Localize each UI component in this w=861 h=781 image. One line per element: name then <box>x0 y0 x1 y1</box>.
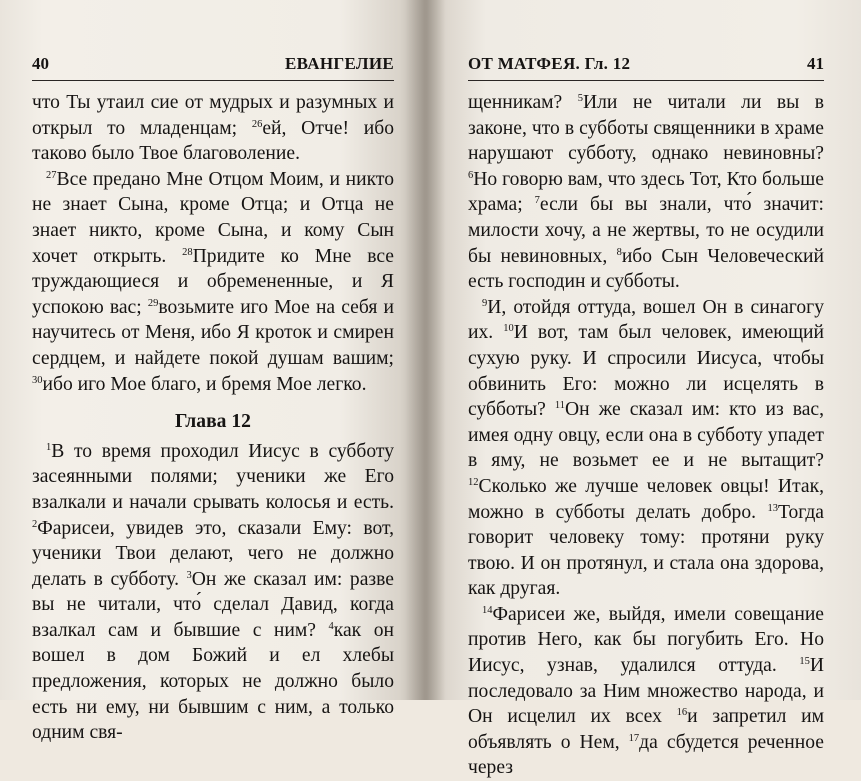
paragraph <box>468 602 824 781</box>
verse-text: ей, Отче! ибо таково было Твое благоволение. <box>32 117 394 165</box>
left-page-text <box>32 90 394 746</box>
verse-number: 9 <box>482 297 488 309</box>
verse-number: 8 <box>616 246 622 258</box>
verse-number: 2 <box>32 518 38 530</box>
chapter-title: Глава 12 <box>175 411 251 433</box>
verse-number: 7 <box>534 195 540 207</box>
right-page-number: 41 <box>807 54 824 73</box>
verse-number: 15 <box>799 656 810 668</box>
verse-text: В то время проходил Иисус в субботу засеянными полями; ученики же Его взалкали и начали срывать колосья и есть. <box>32 440 394 513</box>
left-page-number: 40 <box>32 54 49 73</box>
verse-number: 30 <box>32 374 43 386</box>
verse-text: Или не читали ли вы в законе, что в субботы священники в храме нарушают субботу, однако невиновны? <box>468 92 825 165</box>
verse-text: Сколько же лучше человек овцы! Итак, можно в субботы делать добро. <box>468 475 824 523</box>
verse-number: 3 <box>186 569 192 581</box>
verse-text: щенникам? <box>468 92 578 113</box>
verse-text: Фарисеи же, выйдя, имели совещание против Него, как бы погубить Его. Но Иисус, узнав, удалился оттуда. <box>468 603 824 677</box>
verse-number: 14 <box>482 604 493 616</box>
verse-text: Он же сказал им: кто из вас, имея одну овцу, если она в субботу упадет в яму, не возьмет ее и не вытащит? <box>468 399 824 472</box>
verse-number: 29 <box>147 297 159 309</box>
verse-text: И последовало за Ним множество народа, и Он исцелил их всех <box>468 655 824 728</box>
verse-text: Фарисеи, увидев это, сказали Ему: вот, ученики Твои делают, чего не должно делать в субботу. <box>32 517 394 590</box>
verse-text: И вот, там был человек, имеющий сухую руку. И спросили Иисуса, чтобы обвинить Его: можно ли исцелять в субботы? <box>468 322 824 421</box>
verse-text: Все предано Мне Отцом Моим, и никто не знает Сына, кроме Отца; и Отца не знает никто, кроме Сына, и кому Сын хочет открыть. <box>32 168 394 267</box>
verse-number: 26 <box>251 118 263 130</box>
verse-text: возьмите иго Мое на себя и научитесь от Меня, ибо Я кроток и смирен сердцем, и найдете покой душам вашим; <box>32 296 394 369</box>
right-page-header <box>468 52 824 81</box>
left-page <box>0 0 425 744</box>
verse-text: как он вошел в дом Божий и ел хлебы предложения, которых не должно было есть ни ему, ни бывшим с ним, а только одним свя- <box>32 619 394 744</box>
right-page-text <box>468 90 824 781</box>
verse-number: 27 <box>46 169 57 181</box>
verse-number: 4 <box>328 620 334 632</box>
verse-text: ибо Сын Человеческий есть господин и субботы. <box>468 245 824 293</box>
verse-number: 10 <box>503 323 514 335</box>
verse-text: если бы вы знали, что́ значит: милости хочу, а не жертвы, то не осудили бы невиновных, <box>468 194 824 267</box>
verse-number: 17 <box>628 732 640 744</box>
verse-text: ибо иго Мое благо, и бремя Мое легко. <box>42 373 367 395</box>
right-running-head: ОТ МАТФЕЯ. Гл. 12 <box>468 54 631 73</box>
verse-number: 28 <box>182 246 193 258</box>
verse-text: Придите ко Мне все труждающиеся и обремененные, и Я успокою вас; <box>32 245 394 318</box>
verse-text: Тогда говорит человеку тому: протяни руку твою. И он протянул, и стала она здорова, как другая. <box>468 501 824 600</box>
verse-text: что Ты утаил сие от мудрых и разумных и открыл то младенцам; <box>32 92 394 139</box>
paragraph <box>32 90 394 167</box>
verse-text: И, отойдя оттуда, вошел Он в синагогу их. <box>468 296 824 344</box>
verse-text: Он же сказал им: разве вы не читали, что́ сделал Давид, когда взалкал сам и бывшие с ним? <box>32 568 394 641</box>
verse-text: Но говорю вам, что здесь Тот, Кто больше храма; <box>468 168 824 216</box>
verse-number: 11 <box>554 400 566 412</box>
right-page <box>425 0 861 779</box>
verse-number: 13 <box>767 502 778 514</box>
verse-number: 16 <box>676 707 688 719</box>
verse-number: 1 <box>46 441 52 453</box>
verse-text: и запретил им объявлять о Нем, <box>468 706 824 753</box>
verse-text: да сбудется реченное через <box>468 731 825 779</box>
verse-number: 5 <box>577 93 583 104</box>
paragraph <box>468 90 824 295</box>
verse-number: 12 <box>468 476 479 488</box>
verse-number: 6 <box>468 169 474 181</box>
paragraph <box>32 439 394 746</box>
left-page-header <box>32 52 394 81</box>
paragraph <box>32 167 394 397</box>
left-running-head: ЕВАНГЕЛИЕ <box>285 54 394 73</box>
paragraph <box>468 295 824 602</box>
